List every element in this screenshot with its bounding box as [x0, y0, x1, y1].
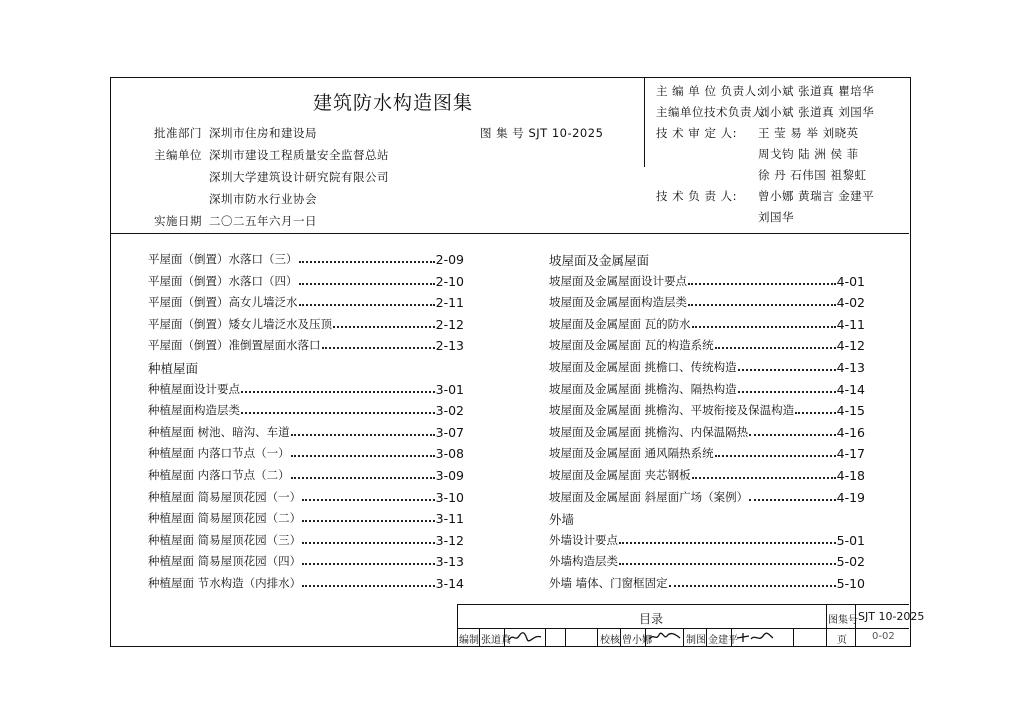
info-value: 深圳大学建筑设计研究院有限公司 — [209, 170, 389, 184]
toc-entry[interactable] — [148, 381, 464, 397]
toc-entry-name: 坡屋面及金属屋面 挑檐沟、隔热构造 — [549, 381, 737, 396]
toc-entry[interactable] — [148, 402, 464, 418]
toc-leader-dots — [241, 391, 435, 393]
toc-leader-dots — [299, 261, 435, 263]
toc-leader-dots — [333, 326, 435, 328]
toc-leader-dots — [688, 283, 836, 285]
toc-entry-page: 4-02 — [836, 295, 865, 311]
toc-entry[interactable] — [549, 381, 865, 397]
toc-entry-name: 种植屋面 节水构造（内排水） — [148, 576, 302, 590]
atlas-number-label: 图集号 — [828, 615, 858, 626]
role-names: 王 莹 易 举 刘晓英 — [758, 126, 859, 140]
atlas-title: 建筑防水构造图集 — [313, 92, 474, 114]
toc-entry[interactable] — [549, 294, 865, 310]
toc-entry[interactable] — [148, 337, 464, 353]
role-label: 主 编 单 位 负责人: — [656, 84, 761, 98]
toc-entry-page: 4-12 — [836, 338, 865, 354]
toc-entry-page: 3-02 — [435, 403, 464, 419]
toc-entry[interactable] — [549, 489, 865, 505]
edit-name: 张道真 — [481, 635, 511, 646]
toc-leader-dots — [322, 347, 435, 349]
toc-entry-page: 3-12 — [435, 532, 464, 548]
toc-entry-page: 5-02 — [836, 554, 865, 570]
page-value: 0-02 — [872, 631, 895, 642]
atlas-number-value: SJT 10-2025 — [858, 610, 925, 623]
role-names: 曾小娜 黄瑞言 金建平 — [758, 189, 875, 203]
toc-leader-dots — [688, 304, 836, 306]
role-names: 刘小斌 张道真 刘国华 — [758, 105, 875, 119]
page-label: 页 — [837, 635, 847, 646]
toc-leader-dots — [302, 542, 434, 544]
toc-entry-page: 3-09 — [435, 468, 464, 483]
toc-leader-dots — [299, 304, 435, 306]
toc-entry-name: 种植屋面构造层类 — [148, 403, 240, 418]
role-label: 技 术 审 定 人: — [656, 126, 737, 140]
toc-entry-name: 坡屋面及金属屋面 通风隔热系统 — [549, 446, 714, 461]
role-names: 刘小斌 张道真 瞿培华 — [758, 84, 875, 98]
check-signature — [648, 631, 682, 643]
toc-entry[interactable] — [549, 553, 865, 569]
toc-leader-dots — [692, 326, 836, 328]
toc-entry-name: 坡屋面及金属屋面构造层类 — [549, 295, 687, 310]
toc-entry-page: 2-11 — [435, 295, 464, 311]
toc-entry[interactable] — [549, 337, 865, 353]
toc-leader-dots — [291, 455, 435, 457]
edit-signature — [507, 631, 543, 643]
toc-leader-dots — [241, 412, 435, 414]
toc-entry[interactable] — [148, 273, 464, 289]
toc-leader-dots — [715, 347, 836, 349]
toc-leader-dots — [302, 563, 434, 565]
role-label: 技 术 负 责 人: — [656, 189, 737, 203]
toc-entry-page: 5-10 — [836, 576, 865, 591]
atlas-number: 图 集 号 SJT 10-2025 — [480, 126, 604, 140]
toc-entry-page: 4-14 — [836, 381, 865, 397]
toc-section-heading: 种植屋面 — [148, 361, 199, 376]
toc-leader-dots — [749, 434, 835, 436]
toc-leader-dots — [302, 585, 434, 587]
toc-entry[interactable] — [148, 294, 464, 310]
info-value: 深圳市住房和建设局 — [209, 126, 317, 140]
info-value: 深圳市防水行业协会 — [209, 192, 317, 206]
info-label: 实施日期 — [154, 214, 202, 228]
toc-leader-dots — [299, 283, 435, 285]
toc-entry-page: 2-09 — [435, 252, 464, 267]
toc-entry-name: 种植屋面 简易屋顶花园（二） — [148, 511, 302, 526]
toc-entry-page: 5-01 — [836, 532, 865, 548]
toc-entry-name: 坡屋面及金属屋面 挑檐沟、内保温隔热 — [549, 424, 749, 439]
toc-leader-dots — [619, 563, 836, 565]
toc-entry-name: 种植屋面 内落口节点（二） — [148, 468, 290, 482]
toc-entry-name: 种植屋面 简易屋顶花园（四） — [148, 554, 302, 569]
toc-entry-name: 外墙 墙体、门窗框固定 — [549, 576, 668, 590]
header-divider-horizontal — [111, 233, 909, 234]
toc-leader-dots — [669, 585, 836, 587]
toc-leader-dots — [302, 520, 434, 522]
toc-entry-name: 坡屋面及金属屋面 瓦的构造系统 — [549, 338, 714, 353]
toc-entry-name: 坡屋面及金属屋面 斜屋面广场（案例） — [549, 489, 749, 504]
toc-entry-page: 2-12 — [435, 316, 464, 332]
toc-entry[interactable] — [148, 424, 464, 440]
toc-entry-name: 坡屋面及金属屋面 挑檐沟、平坡衔接及保温构造 — [549, 403, 795, 418]
draw-name: 金建平 — [708, 635, 738, 646]
toc-entry-name: 平屋面（倒置）准倒置屋面水落口 — [148, 338, 321, 353]
header-divider-vertical — [644, 78, 645, 167]
toc-entry-page: 4-19 — [836, 489, 865, 505]
role-names: 徐 丹 石伟国 祖黎虹 — [758, 168, 867, 182]
toc-entry[interactable] — [549, 467, 865, 483]
toc-entry-name: 平屋面（倒置）高女儿墙泛水 — [148, 295, 298, 310]
toc-entry[interactable] — [148, 553, 464, 569]
toc-entry[interactable] — [148, 575, 464, 591]
toc-entry-page: 4-16 — [836, 424, 865, 440]
toc-entry-page: 3-13 — [435, 554, 464, 570]
info-label: 批准部门 — [154, 126, 202, 140]
toc-entry[interactable] — [549, 424, 865, 440]
toc-entry-page: 4-17 — [836, 446, 865, 462]
info-value: 二〇二五年六月一日 — [209, 214, 317, 228]
draw-signature — [735, 631, 775, 643]
toc-leader-dots — [291, 434, 435, 436]
toc-entry-page: 3-11 — [435, 511, 464, 527]
toc-entry-page: 3-01 — [435, 381, 464, 397]
toc-entry-name: 种植屋面设计要点 — [148, 381, 240, 396]
toc-entry[interactable] — [549, 532, 865, 548]
toc-entry-name: 坡屋面及金属屋面设计要点 — [549, 273, 687, 288]
toc-leader-dots — [291, 477, 435, 479]
toc-leader-dots — [738, 369, 836, 371]
toc-entry-name: 种植屋面 简易屋顶花园（一） — [148, 489, 302, 504]
toc-entry-page: 3-10 — [435, 489, 464, 505]
toc-leader-dots — [715, 455, 836, 457]
info-value: 深圳市建设工程质量安全监督总站 — [209, 148, 389, 162]
toc-entry[interactable] — [549, 273, 865, 289]
toc-entry-name: 坡屋面及金属屋面 瓦的防水 — [549, 316, 691, 331]
check-label: 校核 — [600, 635, 620, 646]
toc-entry-name: 平屋面（倒置）矮女儿墙泛水及压顶 — [148, 316, 332, 331]
toc-leader-dots — [749, 499, 835, 501]
toc-leader-dots — [795, 412, 835, 414]
toc-section-heading: 外墙 — [549, 512, 575, 528]
draw-label: 制图 — [686, 635, 706, 646]
info-label: 主编单位 — [154, 148, 202, 162]
toc-entry[interactable] — [549, 316, 865, 332]
toc-entry-page: 4-13 — [836, 360, 865, 375]
toc-entry[interactable] — [148, 532, 464, 548]
toc-leader-dots — [738, 391, 836, 393]
toc-entry-page: 4-15 — [836, 403, 865, 419]
toc-entry[interactable] — [549, 359, 865, 375]
toc-entry[interactable] — [148, 489, 464, 505]
check-name: 曾小娜 — [622, 635, 652, 646]
toc-entry[interactable] — [549, 402, 865, 418]
toc-entry-name: 平屋面（倒置）水落口（四） — [148, 273, 298, 288]
toc-entry-name: 外墙设计要点 — [549, 532, 618, 547]
toc-entry-name: 坡屋面及金属屋面 夹芯钢板 — [549, 468, 691, 482]
toc-leader-dots — [619, 542, 836, 544]
edit-label: 编制 — [459, 635, 479, 646]
toc-entry[interactable] — [148, 445, 464, 461]
toc-entry-page: 2-10 — [435, 273, 464, 289]
toc-entry-page: 3-14 — [435, 576, 464, 591]
drawing-sheet — [110, 77, 925, 647]
toc-section-heading: 坡屋面及金属屋面 — [549, 253, 650, 268]
toc-entry-name: 外墙构造层类 — [549, 554, 618, 569]
toc-entry-name: 种植屋面 内落口节点（一） — [148, 446, 290, 461]
toc-leader-dots — [302, 499, 434, 501]
toc-entry-name: 种植屋面 树池、暗沟、车道 — [148, 424, 290, 439]
toc-entry[interactable] — [148, 316, 464, 332]
toc-entry-page: 3-07 — [435, 424, 464, 440]
role-names: 周戈钧 陆 洲 侯 菲 — [758, 147, 859, 161]
toc-entry-name: 平屋面（倒置）水落口（三） — [148, 252, 298, 266]
toc-entry-page: 4-11 — [836, 316, 865, 332]
toc-entry[interactable] — [549, 445, 865, 461]
toc-entry-page: 4-01 — [836, 273, 865, 289]
toc-leader-dots — [692, 477, 836, 479]
toc-entry-page: 2-13 — [435, 338, 464, 354]
toc-entry[interactable] — [148, 251, 464, 267]
toc-entry-page: 3-08 — [435, 446, 464, 462]
toc-entry-page: 4-18 — [836, 468, 865, 483]
toc-entry[interactable] — [148, 467, 464, 483]
toc-entry-name: 种植屋面 简易屋顶花园（三） — [148, 532, 302, 547]
sheet-name: 目录 — [639, 612, 664, 626]
toc-entry[interactable] — [549, 575, 865, 591]
role-names: 刘国华 — [758, 210, 794, 224]
toc-entry[interactable] — [148, 510, 464, 526]
toc-entry-name: 坡屋面及金属屋面 挑檐口、传统构造 — [549, 360, 737, 374]
role-label: 主编单位技术负责人: — [656, 105, 769, 119]
